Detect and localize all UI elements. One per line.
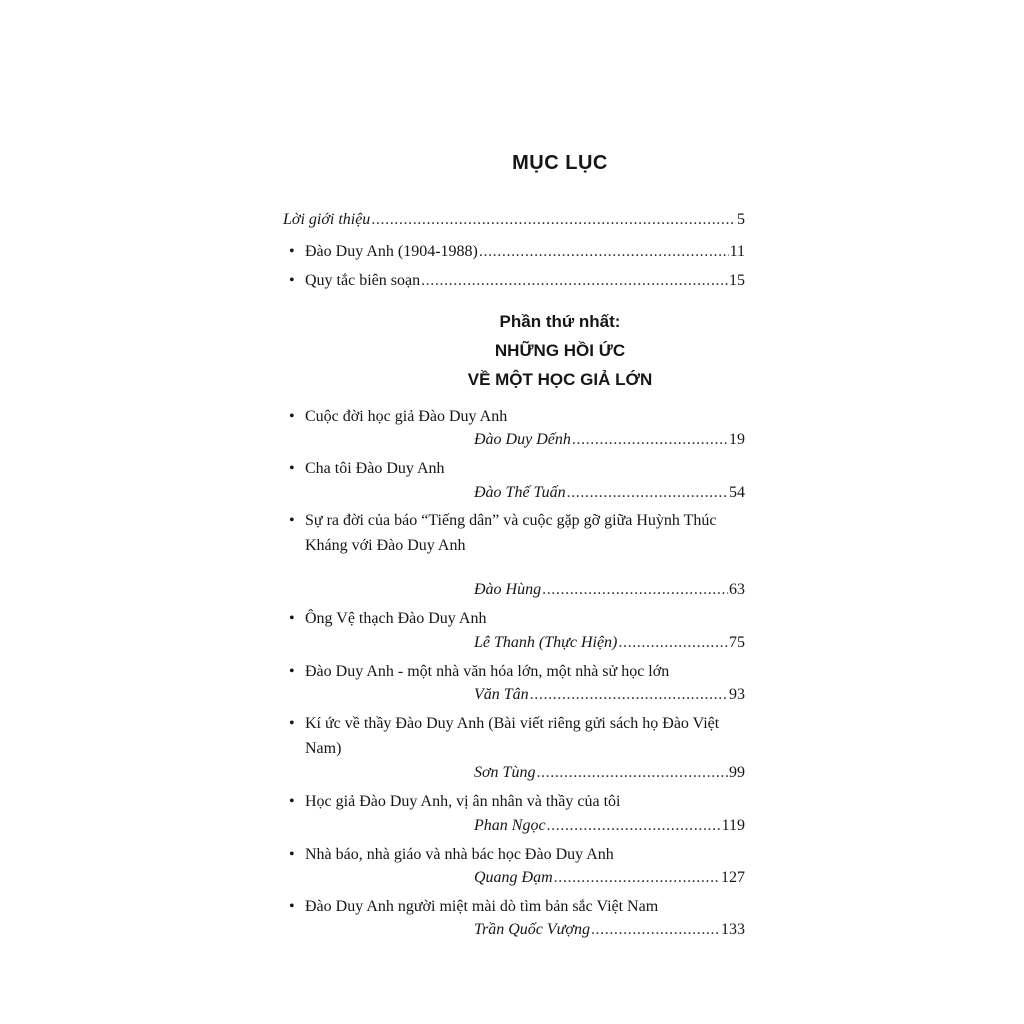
toc-page-number: 15 bbox=[729, 272, 745, 289]
toc-entry-author-row[interactable] bbox=[474, 812, 745, 836]
entry-author: Quang Đạm bbox=[474, 869, 553, 886]
toc-page-number: 133 bbox=[721, 921, 745, 938]
toc-entry-author-row[interactable] bbox=[474, 576, 745, 600]
dot-leader bbox=[536, 763, 728, 783]
entry-title-text: Cha tôi Đào Duy Anh bbox=[305, 460, 445, 477]
dot-leader bbox=[618, 633, 728, 653]
dot-leader bbox=[530, 685, 728, 705]
toc-entry-author-row[interactable] bbox=[474, 864, 745, 888]
dot-leader bbox=[554, 868, 720, 888]
toc-entry-title[interactable] bbox=[289, 456, 749, 481]
toc-page-number: 5 bbox=[737, 211, 745, 228]
entry-title-text: Học giả Đào Duy Anh, vị ân nhân và thầy của tôi bbox=[305, 793, 621, 810]
entry-title-text: Kí ức về thầy Đào Duy Anh (Bài viết riêng gửi sách họ Đào Việt Nam) bbox=[305, 715, 720, 757]
toc-label: Quy tắc biên soạn bbox=[305, 272, 421, 289]
entry-title-text: Sự ra đời của báo “Tiếng dân” và cuộc gặp gỡ giữa Huỳnh Thúc Kháng với Đào Duy Anh bbox=[305, 512, 717, 554]
page-title: MỤC LỤC bbox=[512, 152, 608, 174]
toc-page-number: 63 bbox=[729, 581, 745, 598]
toc-row-biography[interactable] bbox=[289, 238, 745, 262]
bullet-icon: • bbox=[289, 408, 295, 425]
part-heading-line2: NHỮNG HỒI ỨC bbox=[494, 341, 626, 360]
toc-entry-author-row[interactable] bbox=[474, 629, 745, 653]
part-heading-line3: VỀ MỘT HỌC GIẢ LỚN bbox=[467, 370, 653, 389]
toc-page-number: 11 bbox=[729, 243, 745, 260]
dot-leader bbox=[572, 430, 728, 450]
bullet-icon: • bbox=[289, 512, 295, 529]
toc-page-number: 99 bbox=[729, 764, 745, 781]
entry-author: Trần Quốc Vượng bbox=[474, 921, 590, 938]
bullet-icon: • bbox=[289, 898, 295, 915]
toc-label: Lời giới thiệu bbox=[283, 211, 371, 228]
dot-leader bbox=[542, 580, 728, 600]
bullet-icon: • bbox=[289, 663, 295, 680]
entry-title-text: Cuộc đời học giả Đào Duy Anh bbox=[305, 408, 508, 425]
toc-label: Đào Duy Anh (1904-1988) bbox=[305, 243, 478, 260]
part-heading-line1: Phần thứ nhất: bbox=[499, 312, 621, 331]
toc-entry-title[interactable] bbox=[289, 508, 741, 558]
entry-author: Đào Hùng bbox=[474, 581, 542, 598]
bullet-icon: • bbox=[289, 846, 295, 863]
dot-leader bbox=[479, 242, 729, 262]
entry-author: Lê Thanh (Thực Hiện) bbox=[474, 634, 618, 651]
bullet-icon: • bbox=[289, 715, 295, 732]
entry-title-text: Đào Duy Anh người miệt mài dò tìm bản sắc Việt Nam bbox=[305, 898, 659, 915]
dot-leader bbox=[567, 483, 728, 503]
entry-title-text: Nhà báo, nhà giáo và nhà bác học Đào Duy Anh bbox=[305, 846, 614, 863]
toc-entry-author-row[interactable] bbox=[474, 479, 745, 503]
toc-entry-author-row[interactable] bbox=[474, 759, 745, 783]
entry-author: Văn Tân bbox=[474, 686, 529, 703]
dot-leader bbox=[547, 816, 721, 836]
dot-leader bbox=[371, 210, 736, 230]
toc-entry-author-row[interactable] bbox=[474, 681, 745, 705]
entry-author: Đào Duy Dếnh bbox=[474, 431, 571, 448]
toc-entry-title[interactable] bbox=[289, 711, 729, 761]
toc-entry-author-row[interactable] bbox=[474, 916, 745, 940]
bullet-icon: • bbox=[289, 460, 295, 477]
entry-title-text: Đào Duy Anh - một nhà văn hóa lớn, một nhà sử học lớn bbox=[305, 663, 670, 680]
entry-title-text: Ông Vệ thạch Đào Duy Anh bbox=[305, 610, 487, 627]
bullet-icon: • bbox=[289, 272, 295, 289]
entry-author: Phan Ngọc bbox=[474, 817, 546, 834]
toc-row-intro[interactable] bbox=[283, 206, 745, 230]
toc-page-number: 54 bbox=[729, 484, 745, 501]
toc-page-number: 19 bbox=[729, 431, 745, 448]
toc-entry-title[interactable] bbox=[289, 606, 749, 631]
dot-leader bbox=[421, 271, 728, 291]
toc-page-number: 119 bbox=[721, 817, 745, 834]
bullet-icon: • bbox=[289, 793, 295, 810]
toc-row-rules[interactable] bbox=[289, 267, 745, 291]
bullet-icon: • bbox=[289, 610, 295, 627]
toc-page-number: 75 bbox=[729, 634, 745, 651]
toc-entry-author-row[interactable] bbox=[474, 426, 745, 450]
entry-author: Đào Thế Tuấn bbox=[474, 484, 566, 501]
entry-author: Sơn Tùng bbox=[474, 764, 536, 781]
toc-page-number: 127 bbox=[721, 869, 745, 886]
dot-leader bbox=[591, 920, 720, 940]
toc-page-number: 93 bbox=[729, 686, 745, 703]
toc-entry-title[interactable] bbox=[289, 789, 749, 814]
bullet-icon: • bbox=[289, 243, 295, 260]
